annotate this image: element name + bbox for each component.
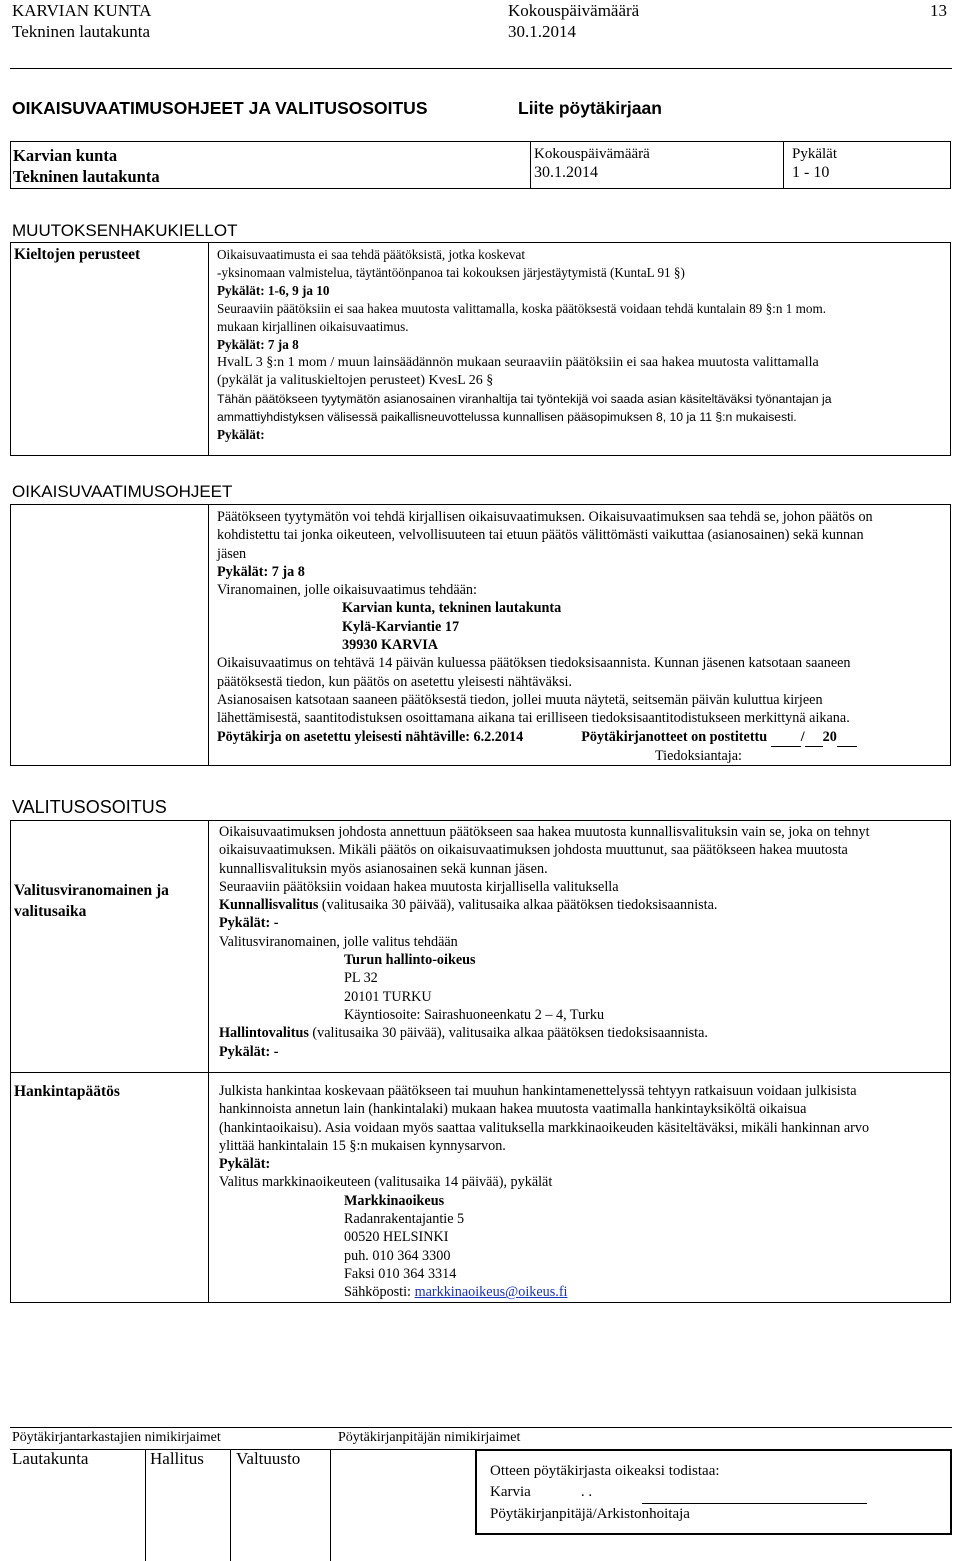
- box-divider: [10, 1072, 951, 1073]
- kieltojen-perusteet-label: Kieltojen perusteet: [14, 246, 141, 263]
- pitaja-label: Pöytäkirjanpitäjän nimikirjaimet: [338, 1430, 521, 1445]
- kunnallisvalitus-label: Kunnallisvalitus: [219, 897, 319, 914]
- text-line: Oikaisuvaatimus on tehtävä 14 päivän kuluessa päätöksen tiedoksisaannista. Kunnan jäsenen katsotaan saaneen: [217, 655, 851, 672]
- text-line: Pykälät: 7 ja 8: [217, 563, 305, 580]
- box-divider: [208, 820, 209, 1303]
- text-line: Tähän päätökseen tyytymätön asianosainen viranhaltija tai työntekijä voi saada asian käsiteltäväksi työnantajan ja: [217, 392, 832, 406]
- liite-title: Liite pöytäkirjaan: [518, 98, 662, 118]
- blank-month: [805, 728, 823, 747]
- page-number: 13: [930, 1, 947, 20]
- kunnallisvalitus-text: (valitusaika 30 päivää), valitusaika alkaa päätöksen tiedoksisaannista.: [318, 897, 718, 914]
- text-line: Valitusviranomainen, jolle valitus tehdään: [219, 933, 458, 950]
- text-line: (hankintaoikaisu). Asia voidaan myös saattaa valituksella markkinaoikeuden käsiteltäväksi, mikäli hankinnan arvo: [219, 1119, 870, 1136]
- text-line: Pykälät:: [219, 1156, 271, 1173]
- text-line: oikaisuvaatimuksen. Mikäli päätös on oikaisuvaatimuksen johdosta muuttunut, saa päätökseen hakea muutosta: [219, 842, 848, 859]
- cert-line: Otteen pöytäkirjasta oikeaksi todistaa:: [490, 1463, 720, 1479]
- text-line: PL 32: [344, 970, 378, 987]
- tarkastajat-label: Pöytäkirjantarkastajien nimikirjaimet: [12, 1430, 221, 1445]
- text-line: Radanrakentajantie 5: [344, 1211, 465, 1228]
- text-line: Turun hallinto-oikeus: [344, 952, 476, 969]
- page-title: OIKAISUVAATIMUSOHJEET JA VALITUSOSOITUS: [12, 98, 428, 118]
- text-line: Pykälät: 1-6, 9 ja 10: [217, 283, 330, 298]
- text-line: Pykälät: -: [219, 915, 279, 932]
- hallintovalitus-text: (valitusaika 30 päivää), valitusaika alkaa päätöksen tiedoksisaannista.: [308, 1025, 708, 1042]
- header-org: KARVIAN KUNTA: [12, 1, 152, 20]
- blank-year: [837, 728, 857, 747]
- text-line: Karvian kunta, tekninen lautakunta: [342, 600, 562, 617]
- info-org: Karvian kunta: [13, 146, 118, 165]
- posting-line: [217, 728, 873, 747]
- valitusviranomainen-label: [14, 880, 169, 922]
- text-line: 20101 TURKU: [344, 988, 432, 1005]
- text-line: Seuraaviin päätöksiin voidaan hakea muutosta kirjallisella valituksella: [219, 878, 619, 895]
- lautakunta-label: Lautakunta: [12, 1449, 89, 1468]
- info-date-label: Kokouspäivämäärä: [534, 146, 650, 162]
- text-line: Oikaisuvaatimuksen johdosta annettuun päätökseen saa hakea muutosta kunnallisvalituksin vain se, joka on tehnyt: [219, 824, 870, 840]
- text-line: Oikaisuvaatimusta ei saa tehdä päätöksistä, jotka koskevat: [217, 247, 525, 262]
- text-line: Pykälät:: [217, 427, 265, 442]
- label-line: Valitusviranomainen ja: [14, 882, 169, 899]
- header-divider: [10, 68, 952, 69]
- text-line: hankinnoista annetun lain (hankintalaki) mukaan hakea muutosta vaatimalla hankintayksiköltä oikaisua: [219, 1101, 807, 1118]
- text-line: Asianosaisen katsotaan saaneen päätöksestä tiedon, jollei muuta näytetä, seitsemän päivän kuluttua kirjeen: [217, 691, 823, 708]
- text-line: Markkinaoikeus: [344, 1192, 445, 1209]
- text-line: Käyntiosoite: Sairashuoneenkatu 2 – 4, Turku: [344, 1006, 605, 1023]
- section-title-oikaisuvaatimusohjeet: OIKAISUVAATIMUSOHJEET: [12, 482, 233, 501]
- text-line: Päätökseen tyytymätön voi tehdä kirjallisen oikaisuvaatimuksen. Oikaisuvaatimuksen saa tehdä se, johon päätös on: [217, 509, 873, 525]
- footer-divider: [10, 1427, 952, 1428]
- footer-divider: [230, 1449, 231, 1561]
- blank-day: [771, 728, 801, 747]
- label-line: valitusaika: [14, 903, 87, 920]
- box-divider: [208, 504, 209, 766]
- email-label: Sähköposti:: [344, 1284, 415, 1301]
- info-box-divider: [530, 141, 531, 189]
- text-line: Valitus markkinaoikeuteen (valitusaika 14 päivää), pykälät: [219, 1174, 553, 1191]
- text-line: [219, 1024, 870, 1042]
- text-line: lähettämisestä, saantitodistuksen osoittamana aikana tai erilliseen tiedoksisaantitodistukseen merkittynä aikana.: [217, 710, 850, 727]
- footer-divider: [145, 1449, 146, 1561]
- text-line: ammattiyhdistyksen välisessä paikallisneuvottelussa kunnallisen pääsopimuksen 8, 10 ja 11 §:n mukaisesti.: [217, 410, 797, 424]
- text-line: [219, 1283, 869, 1301]
- header-date: 30.1.2014: [508, 22, 576, 41]
- nahtavilla-text: Pöytäkirja on asetettu yleisesti nähtäville: 6.2.2014: [217, 728, 524, 745]
- hankintapaatos-label: Hankintapäätös: [14, 1083, 120, 1100]
- info-box-divider: [783, 141, 784, 189]
- text-line: puh. 010 364 3300: [344, 1247, 451, 1264]
- muutoksenhakukiellot-text: [217, 246, 832, 444]
- oikaisuvaatimusohjeet-text: [217, 508, 873, 765]
- text-line: jäsen: [217, 545, 247, 562]
- text-line: -yksinomaan valmistelua, täytäntöönpanoa tai kokouksen järjestäytymistä (KuntaL 91 §): [217, 265, 685, 280]
- info-pykalat: 1 - 10: [792, 164, 830, 181]
- info-dept: Tekninen lautakunta: [13, 167, 160, 186]
- valtuusto-label: Valtuusto: [236, 1449, 301, 1468]
- text-line: (pykälät ja valituskieltojen perusteet) KvesL 26 §: [217, 373, 494, 388]
- box-divider: [208, 242, 209, 456]
- email-link[interactable]: markkinaoikeus@oikeus.fi: [414, 1284, 568, 1301]
- certification-text: [490, 1461, 867, 1525]
- text-line: HvalL 3 §:n 1 mom / muun lainsäädännön mukaan seuraaviin päätöksiin ei saa hakea muutosta valittamalla: [217, 355, 819, 370]
- text-line: Faksi 010 364 3314: [344, 1265, 457, 1282]
- text-line: Viranomainen, jolle oikaisuvaatimus tehdään:: [217, 582, 477, 599]
- signature-blank: [642, 1482, 867, 1504]
- footer-divider: [330, 1449, 331, 1561]
- text-line: Julkista hankintaa koskevaan päätökseen tai muuhun hankintamenettelyssä tehtyyn ratkaisuun voidaan julkisista: [219, 1083, 857, 1099]
- karvia-text: Karvia: [490, 1484, 531, 1500]
- hallitus-label: Hallitus: [150, 1449, 204, 1468]
- slash-text: /: [800, 728, 805, 745]
- text-line: mukaan kirjallinen oikaisuvaatimus.: [217, 319, 409, 334]
- hallintovalitus-label: Hallintovalitus: [219, 1025, 309, 1042]
- info-pykalat-label: Pykälät: [792, 146, 837, 162]
- text-line: päätöksestä tiedon, kun päätös on asetettu yleisesti nähtäväksi.: [217, 673, 572, 690]
- text-line: [219, 896, 870, 914]
- section-title-muutoksenhakukiellot: MUUTOKSENHAKUKIELLOT: [12, 221, 238, 240]
- year-prefix-text: 20: [822, 728, 837, 745]
- info-date: 30.1.2014: [534, 164, 598, 181]
- section-title-valitusosoitus: VALITUSOSOITUS: [12, 797, 167, 817]
- cert-dots: . .: [580, 1484, 593, 1500]
- postitettu-text: Pöytäkirjanotteet on postitettu: [581, 728, 768, 745]
- text-line: 39930 KARVIA: [342, 637, 439, 654]
- text-line: 00520 HELSINKI: [344, 1229, 449, 1246]
- text-line: kohdistettu tai jonka oikeuteen, velvollisuuteen tai etuun päätös välittömästi vaikuttaa (asianosainen) sekä kunnan: [217, 527, 864, 544]
- hankintapaatos-text: [219, 1082, 869, 1302]
- header-date-label: Kokouspäivämäärä: [508, 1, 640, 20]
- header-dept: Tekninen lautakunta: [12, 22, 151, 41]
- text-line: Tiedoksiantaja:: [655, 747, 742, 764]
- cert-line: [490, 1482, 867, 1504]
- text-line: Pykälät: 7 ja 8: [217, 337, 299, 352]
- text-line: Seuraaviin päätöksiin ei saa hakea muutosta valittamalla, koska päätöksestä voidaan tehdä kuntalain 89 §:n 1 mom.: [217, 301, 827, 316]
- text-line: kunnallisvalituksin myös asianosainen sekä kunnan jäsen.: [219, 860, 548, 877]
- text-line: Pykälät: -: [219, 1043, 279, 1060]
- text-line: Kylä-Karviantie 17: [342, 618, 460, 635]
- text-line: ylittää hankintalain 15 §:n mukaisen kynnysarvon.: [219, 1137, 506, 1154]
- cert-line: Pöytäkirjanpitäjä/Arkistonhoitaja: [490, 1506, 690, 1522]
- valitusosoitus-text: [219, 823, 870, 1061]
